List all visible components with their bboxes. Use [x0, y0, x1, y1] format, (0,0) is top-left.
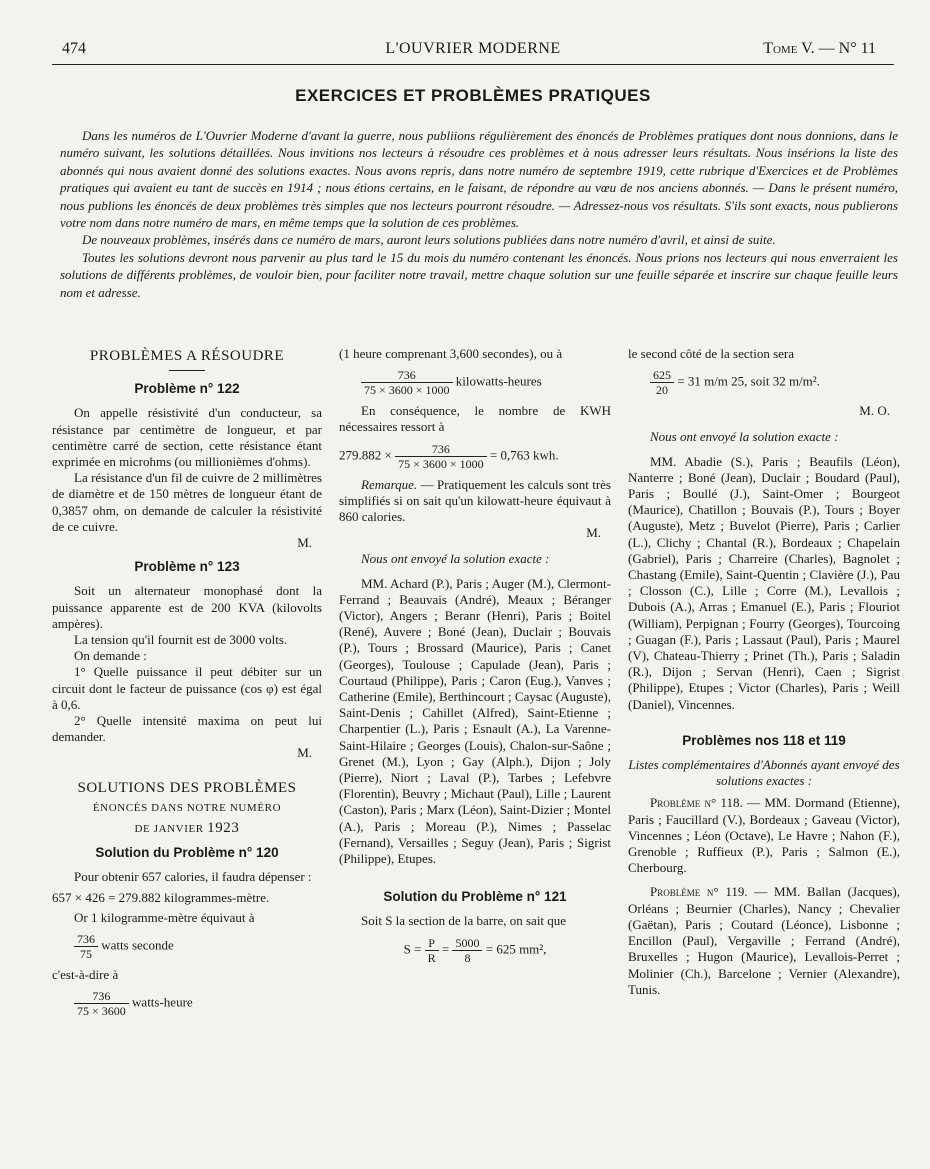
formula-text: = — [441, 941, 450, 957]
solvers-list — [628, 884, 900, 997]
paragraph: 2° Quelle intensité maxima on peut lui demander. — [52, 713, 322, 745]
solvers-heading: Nous ont envoyé la solution exacte : — [650, 429, 839, 445]
fraction-numerator: 736 — [397, 368, 416, 383]
header-rule — [52, 64, 894, 65]
problem-label: Problème n° 119. — [650, 884, 748, 900]
intro-block — [60, 127, 898, 301]
problem-heading: Problèmes nos 118 et 119 — [682, 732, 846, 748]
fraction-denominator: 8 — [452, 950, 482, 965]
problem-names: — MM. Dormand (Etienne), Paris ; Faucillard (V.), Bordeaux ; Gaveau (Victor), Vincennes ; Léon (Octave), Le Havre ; Nahon (F.), Grenoble ; Ruffieux (P.), Paris ; Salmon (E.), Cherbourg. — [628, 795, 900, 876]
fraction-numerator: 625 — [653, 368, 671, 383]
page-number: 474 — [62, 40, 86, 57]
section-date — [52, 820, 322, 837]
formula-text: S = — [403, 941, 422, 957]
section-rule — [169, 370, 205, 371]
formula-unit: watts-heure — [132, 994, 193, 1010]
signature: M. — [297, 535, 312, 551]
page-title: EXERCICES ET PROBLÈMES PRATIQUES — [295, 86, 651, 105]
journal-page — [52, 0, 901, 1169]
column-left — [52, 346, 322, 1024]
formula — [52, 932, 322, 961]
solution-heading: Solution du Problème n° 120 — [95, 845, 279, 861]
date-year: 1923 — [207, 820, 240, 837]
fraction — [361, 368, 453, 397]
intro-paragraph: De nouveaux problèmes, insérés dans ce numéro de mars, auront leurs solutions publiées dans notre numéro d'avril, et ainsi de suite. — [82, 232, 776, 248]
intro-paragraph: Toutes les solutions devront nous parvenir au plus tard le 15 du mois du numéro contenant les énoncés. Nous prions nos lecteurs qui nous enverraient les solutions de différents problèmes, de vouloir bien, pour faciliter notre travail, mettre chaque solution sur une feuille séparée et inscrire sur chaque feuille leurs nom et adresse. — [60, 249, 898, 300]
paragraph: Or 1 kilogramme-mètre équivaut à — [74, 909, 255, 925]
formula-unit: watts seconde — [101, 937, 174, 953]
fraction-denominator: 75 × 3600 × 1000 — [395, 456, 487, 471]
section-heading: PROBLÈMES A RÉSOUDRE — [89, 348, 285, 364]
remark-text: — Pratiquement les calculs sont très simplifiés si on sait qu'un kilowatt-heure équivaut à 860 calories. — [339, 476, 611, 525]
formula-result: = 31 m/m 25, soit 32 m/m². — [677, 373, 820, 389]
solvers-list — [628, 795, 900, 876]
fraction-denominator: 20 — [650, 382, 674, 397]
paragraph: En conséquence, le nombre de KWH nécessaires ressort à — [339, 403, 611, 435]
equation-line: 657 × 426 = 279.882 kilogrammes-mètre. — [52, 889, 270, 905]
fraction-denominator: R — [425, 950, 439, 965]
fraction-numerator: 736 — [92, 989, 111, 1004]
paragraph: Pour obtenir 657 calories, il faudra dépenser : — [74, 869, 312, 885]
fraction — [395, 442, 487, 471]
paragraph: On appelle résistivité d'un conducteur, sa résistance par centimètre de longueur, et par centimètre carré de section, cette résistance étant exprimée en microhms (ou millionièmes d'ohms). — [52, 405, 322, 470]
signature: M. — [297, 745, 312, 761]
fraction-numerator: 736 — [431, 441, 450, 456]
problem-heading: Problème n° 123 — [134, 559, 240, 575]
column-right — [628, 346, 900, 998]
paragraph: (1 heure comprenant 3,600 secondes), ou à — [339, 346, 563, 361]
intro-paragraph: Dans les numéros de L'Ouvrier Moderne d'avant la guerre, nous publiions régulièrement des énoncés de Problèmes pratiques dont nous donnions, dans le numéro suivant, les solutions détaillées. Nous invitions nos lecteurs à résoudre ces problèmes et à nous adresser leurs résultats. Nous insérions la liste des abonnés qui nous avaient donné des solutions exactes. Nous avons repris, dans notre numéro de septembre 1919, cette rubrique d'Exercices et de Problèmes pratiques qui avaient eu tant de succès en 1914 ; nous étions certains, en le faisant, de répondre au vœu de nos anciens abonnés. — Dans le présent numéro, nous publions les énoncés de deux problèmes très simples que nos lecteurs pourront résoudre. — Adressez-nous vos résultats. S'ils sont exacts, nous publierons votre nom dans notre numéro de mars, en même temps que la solution de ces problèmes. — [60, 128, 898, 231]
signature: M. — [586, 525, 601, 541]
problem-names: — MM. Ballan (Jacques), Orléans ; Beurnier (Charles), Nancy ; Chevalier (Gaëtan), Paris ; Coutard (Léonce), Lisbonne ; Encillon (Paul), Vergaville ; Ferrand (André), Bruxelles ; Hugon (Maurice), Levallois-Perret ; Molinier (Ch.), Barcelone ; Vernier (Alexandre), Tunis. — [628, 884, 901, 997]
paragraph: 1° Quelle puissance il peut débiter sur un circuit dont le facteur de puissance (cos φ) est égal à 0,6. — [52, 664, 322, 712]
solvers-list: MM. Achard (P.), Paris ; Auger (M.), Clermont-Ferrand ; Beauvais (André), Meaux ; Béranger (Victor), Angers ; Beranr (Henri), Paris ; Boitel (René), Auvere ; Boné (Jean), Duclair ; Bouvais (P.), Tours ; Brossard (Maurice), Paris ; Canet (Georges), Toulouse ; Capulade (Jean), Paris ; Courtaud (Philippe), Paris ; Caron (Eug.), Vanves ; Catherine (Emile), Berthincourt ; Caysac (Auguste), Saint-Denis ; Cahillet (Alfred), Saint-Etienne ; Charpentier (L.), Paris ; Esnault (A.), La Varenne-Saint-Hilaire ; Georges (Louis), Chalon-sur-Saône ; Grenet (M.), Lyon ; Gay (Alph.), Dijon ; Joly (Pierre), Niort ; Laval (P.), Tarbes ; Lefebvre (Florentin), Beuvry ; Michaut (Paul), Lille ; Laurent (Caston), Paris ; Marx (Léon), Saint-Dizier ; Montel (A.), Paris ; Moreau (P.), Nimes ; Passelac (Fernand), Versailles ; Seguy (Jean), Paris ; Sigrist (Philippe), Etupes. — [339, 575, 611, 867]
solvers-list: MM. Abadie (S.), Paris ; Beaufils (Léon), Nanterre ; Boné (Jean), Duclair ; Boudard (Paul), Paris ; Boullé (J.), Saint-Omer ; Bourgeot (Maurice), Chatillon ; Bouvais (P.), Tours ; Boyer (Auguste), Metz ; Buvelot (Pierre), Paris ; Carlier (L.), Clichy ; Chantal (R.), Bordeaux ; Chapelain (Gabriel), Paris ; Charreire (Charles), Bagnolet ; Chastang (Emile), Saint-Quentin ; Clavière (J.), Pau ; Closson (C.), Lille ; Corre (M.), Levallois ; Dubois (A.), Arras ; Emanuel (E.), Paris ; Flouriot (William), Perpignan ; Fourry (Georges), Tourcoing ; Guagan (F.), Paris ; Lassaut (Paul), Paris ; Maurel (V), Chateau-Thierry ; Prinet (Th.), Paris ; Saladin (R.), Dijon ; Servan (Henri), Caen ; Sigrist (Philippe), Etupes ; Victor (Charles), Paris ; Weill (Daniel), Vincennes. — [628, 453, 900, 712]
fraction — [74, 932, 98, 961]
date-label: DE JANVIER — [134, 823, 204, 836]
formula — [339, 368, 611, 397]
solvers-heading: Nous ont envoyé la solution exacte : — [361, 551, 550, 567]
signature: M. O. — [859, 403, 890, 419]
running-head — [52, 38, 894, 60]
formula — [339, 936, 611, 965]
paragraph: le second côté de la section sera — [628, 346, 795, 361]
section-subheading: ÉNONCÉS DANS NOTRE NUMÉRO — [92, 801, 282, 814]
fraction-numerator: P — [428, 935, 435, 950]
formula-result: = 625 mm², — [485, 941, 547, 957]
problem-label: Problème n° 118. — [650, 795, 743, 811]
formula-result: = 0,763 kwh. — [489, 447, 559, 463]
column-middle — [339, 346, 611, 971]
issue-label: Tome V. — N° 11 — [763, 40, 876, 57]
fraction — [650, 368, 674, 397]
fraction-denominator: 75 × 3600 × 1000 — [361, 382, 453, 397]
paragraph: c'est-à-dire à — [52, 967, 119, 983]
paragraph: Soit un alternateur monophasé dont la puissance apparente est de 200 KVA (kilovolts ampères). — [52, 583, 322, 631]
solution-heading: Solution du Problème n° 121 — [383, 889, 567, 905]
section-heading: SOLUTIONS DES PROBLÈMES — [77, 779, 297, 796]
formula — [628, 368, 900, 397]
formula — [339, 442, 611, 471]
fraction-denominator: 75 — [74, 946, 98, 961]
fraction-numerator: 736 — [77, 932, 95, 947]
remark — [339, 477, 611, 526]
paragraph: La tension qu'il fournit est de 3000 volts. — [74, 632, 288, 648]
formula-text: 279.882 × — [339, 447, 392, 463]
remark-label: Remarque. — [361, 476, 418, 492]
fraction-numerator: 5000 — [455, 935, 480, 950]
paragraph: La résistance d'un fil de cuivre de 2 millimètres de diamètre et de 150 mètres de longueur étant de 0,3857 ohm, on demande de calculer la résistivité de ce cuivre. — [52, 470, 322, 534]
paragraph: Soit S la section de la barre, on sait que — [361, 913, 567, 929]
journal-title: L'OUVRIER MODERNE — [385, 40, 561, 57]
fraction — [452, 936, 482, 965]
formula — [52, 989, 322, 1018]
paragraph: On demande : — [74, 648, 147, 664]
fraction — [425, 936, 439, 965]
fraction-denominator: 75 × 3600 — [74, 1003, 129, 1018]
formula-unit: kilowatts-heures — [455, 373, 542, 389]
fraction — [74, 989, 129, 1018]
list-heading: Listes complémentaires d'Abonnés ayant envoyé des solutions exactes : — [628, 757, 900, 789]
problem-heading: Problème n° 122 — [134, 381, 240, 397]
